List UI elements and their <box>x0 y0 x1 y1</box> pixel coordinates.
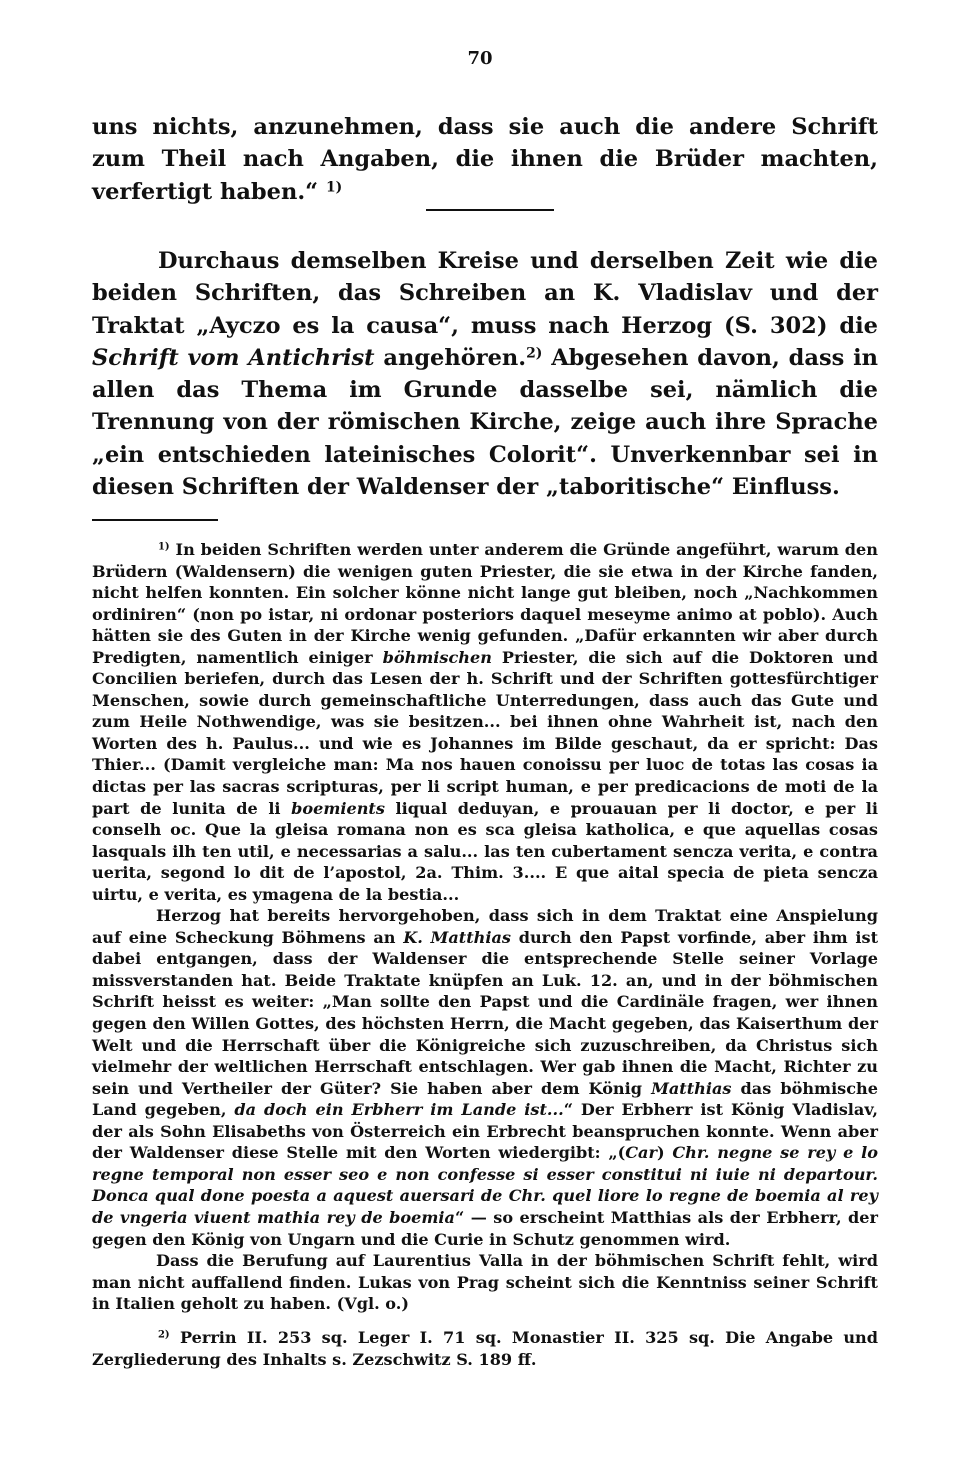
footnote-1-para2-text-c: das böhmische Land gegeben, <box>92 1078 878 1120</box>
footnote-1-para2-italic-1: K. Matthias <box>403 927 511 947</box>
top-paragraph <box>92 111 878 208</box>
top-paragraph-text: uns nichts, anzunehmen, dass sie auch die andere Schrift zum Theil nach Angaben, die ihnen die Brüder machten, verfertigt haben.“ <box>92 114 878 205</box>
footnote-2-text: Perrin II. 253 sq. Leger I. 71 sq. Monastier II. 325 sq. Die Angabe und Zergliederung des Inhalts s. Zezschwitz S. 189 ff. <box>92 1328 879 1369</box>
footnote-reference-1: 1) <box>325 178 343 195</box>
main-paragraph-text-2: angehören. <box>383 344 527 371</box>
main-paragraph-text-3: Abgesehen davon, dass in allen das Thema im Grunde dasselbe sei, nämlich die Trennung von der römischen Kirche, zeige auch ihre Sprache „ein entschieden lateinisches Colorit“. Unverkennbar sei in diesen Schriften der Waldenser der „taboritische“ Einfluss. <box>92 344 878 501</box>
footnote-1-para2-text-d: “ Der Erbherr ist König Vladislav, der als Sohn Elisabeths von Österreich ein Erbrecht beanspruchen konnte. Wenn aber der Waldenser diese Stelle mit den Worten wiedergibt: „( <box>92 1100 878 1163</box>
footnote-separator <box>92 519 218 521</box>
section-divider <box>426 209 554 211</box>
footnote-reference-2: 2) <box>526 345 543 362</box>
footnote-1-para2-text-e: ) <box>656 1143 665 1163</box>
footnote-1-text-c: liqual deduyan, e prouauan per li doctor, e per li conselh oc. Que la gleisa romana non es sca gleisa katholica, e que aquellas cosas lasquals ilh ten util, e necessarias a salu... las ten cubertament sencza verita, e contra uerita, segond lo dit de l’apostol, 2a. Thim. 3.... E que aital specia de pieta sencza uirtu, e verita, es ymagena de la bestia... <box>92 798 878 904</box>
footnote-2-marker: 2) <box>158 1329 170 1341</box>
footnote-1-marker: 1) <box>158 541 170 553</box>
footnote-1-para2-italic-5: Chr. negne se rey e lo regne temporal non esser seo e non confesse si esser constitui ni iuie ni departour. Donca qual done poesta a aquest auersari de Chr. quel liore lo regne de boemia al rey de vngeria viuent mathia rey de boemia <box>92 1143 878 1227</box>
footnote-1-text-a: In beiden Schriften werden unter anderem die Gründe angeführt, warum den Brüdern (Waldensern) die wenigen guten Priester, die sie etwa in der Kirche fanden, nicht helfen konnten. Ein solcher könne nicht lange gut bleiben, noch „Nachkommen ordiniren“ (non po istar, ni ordonar posteriors daquel meseyme animo at poblo). Auch hätten sie des Guten in der Kirche wenig gefunden. „Dafür erkannten wir aber durch Predigten, namentlich einiger <box>92 540 878 667</box>
footnote-1-text-b: Priester, die sich auf die Doktoren und Concilien beriefen, durch das Lesen der h. Schrift und der Schriften gottesfürchtiger Menschen, sowie durch gemeinschaftliche Unterredungen, dass auch das Gute und zum Heile Nothwendige, was sie besitzen... bei ihnen ohne Wahrheit ist, nach den Worten des h. Paulus... und wie es Johannes im Bilde geschaut, da er spricht: Das Thier... (Damit vergleiche man: Ma nos hauen conoissu per luoc de totas las cosas ia dictas per las sacras scripturas, per li script human, e per predicacions de moti de la part de lunita de li <box>92 647 878 818</box>
main-paragraph-text-1: Durchaus demselben Kreise und derselben Zeit wie die beiden Schriften, das Schreiben an K. Vladislav und der Traktat „Ayczo es la causa“, muss nach Herzog (S. 302) die <box>92 248 878 339</box>
page-number: 70 <box>467 48 493 69</box>
footnote-1-para2-italic-2: Matthias <box>651 1078 732 1098</box>
footnote-1-italic-2: boemients <box>291 798 385 818</box>
footnote-1-para2-italic-3: da doch ein Erbherr im Lande ist... <box>234 1100 564 1120</box>
footnote-1-para2-italic-4: Car <box>625 1143 657 1163</box>
footnote-2 <box>92 1327 878 1370</box>
footnote-1 <box>92 539 878 1315</box>
footnote-1-italic-1: böhmischen <box>382 647 492 667</box>
footnote-1-para2-text-b: durch den Papst vorfinde, aber ihm ist dabei entgangen, dass der Waldenser die entsprechende Stelle seiner Vorlage missverstanden hat. Beide Traktate knüpfen an Luk. 12. an, und in der böhmischen Schrift heisst es weiter: „Man sollte den Papst und die Cardinäle fragen, wer ihnen gegen den Willen Gottes, des höchsten Herrn, die Macht gegeben, das Kaiserthum der Welt und die Herrschaft über die Königreiche sich zuzuschreiben, da Christus sich vielmehr der weltlichen Herrschaft entschlagen. Wer gab ihnen die Macht, Richter zu sein und Vertheiler der Güter? Sie haben aber dem König <box>92 927 879 1098</box>
footnote-1-para2-text-a: Herzog hat bereits hervorgehoben, dass sich in dem Traktat eine Anspielung auf eine Scheckung Böhmens an <box>92 906 878 947</box>
work-title-antichrist: Schrift vom Antichrist <box>92 344 375 371</box>
footnote-1-para2-text-f: “ — so erscheint Matthias als der Erbherr, der gegen den König von Ungarn und die Curie in Schutz genommen wird. <box>92 1207 878 1249</box>
main-paragraph <box>92 245 878 503</box>
footnote-1-para3-text: Dass die Berufung auf Laurentius Valla in der böhmischen Schrift fehlt, wird man nicht auffallend finden. Lukas von Prag scheint sich die Kenntniss seiner Schrift in Italien geholt zu haben. (Vgl. o.) <box>92 1251 878 1314</box>
